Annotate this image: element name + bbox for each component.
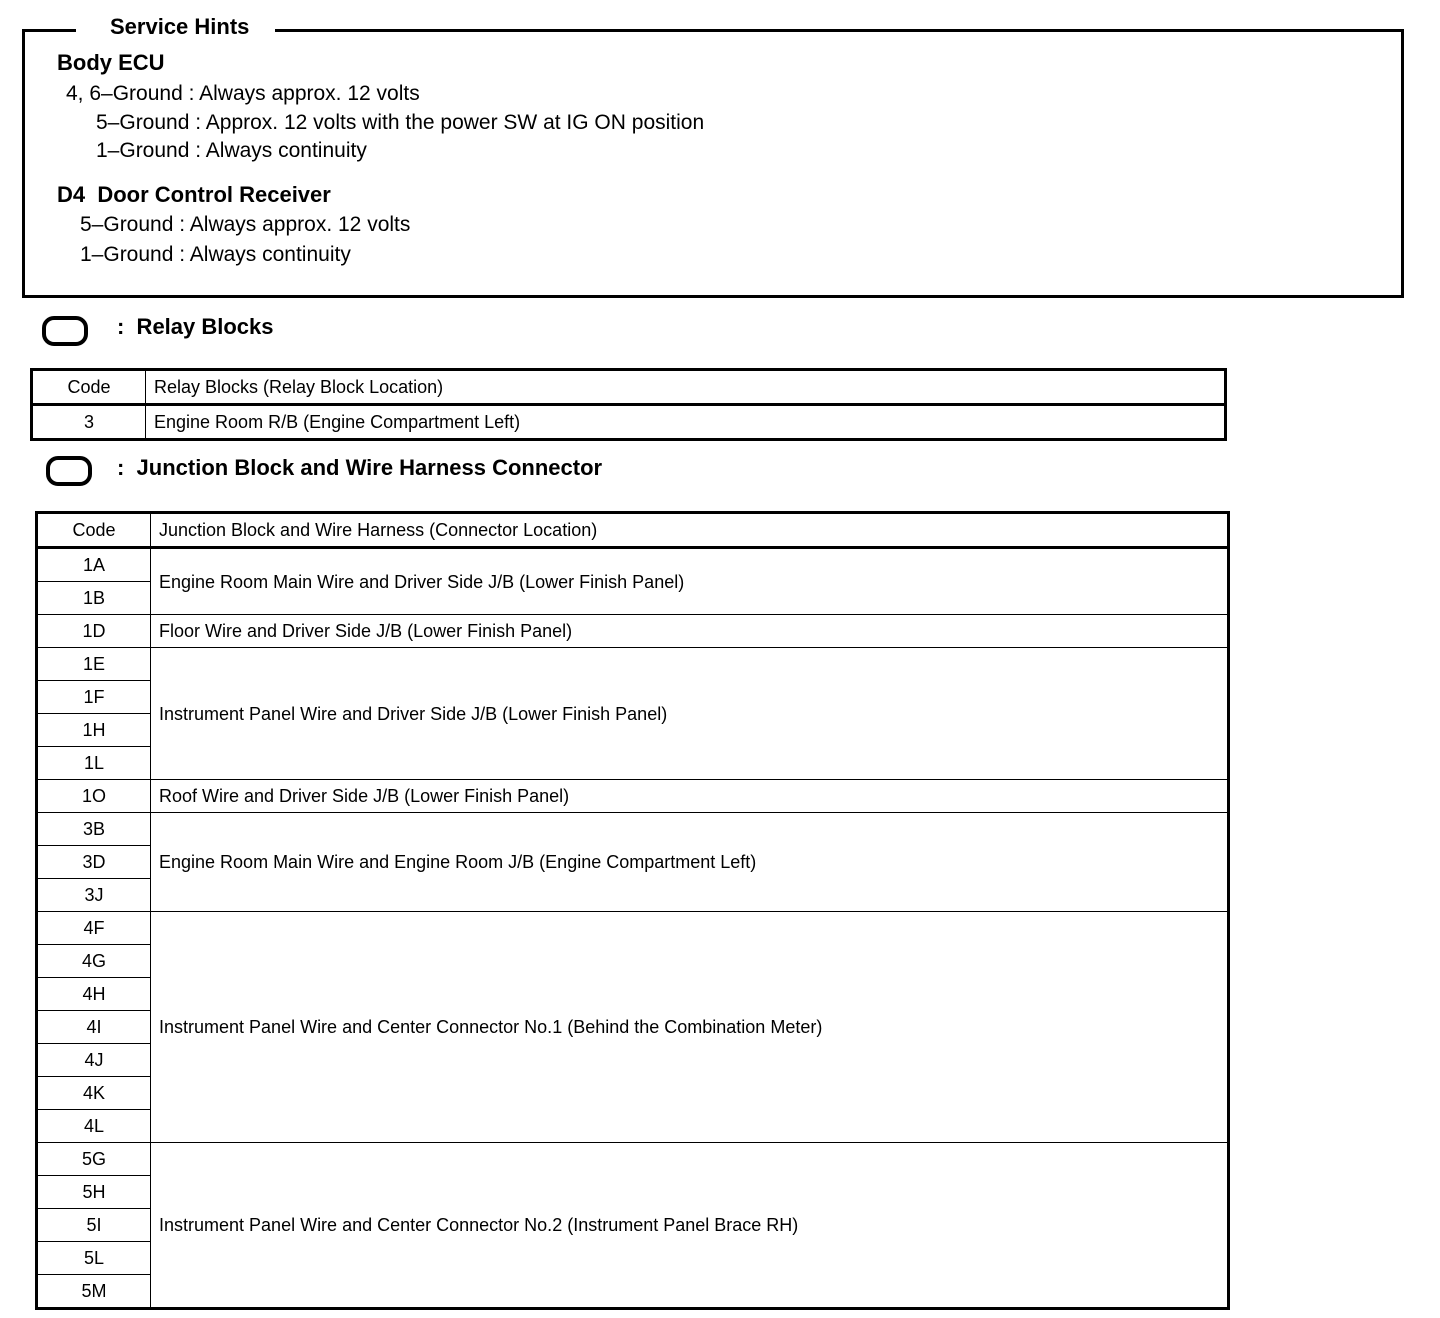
code-cell: 3J [37, 879, 151, 912]
code-cell: 3B [37, 813, 151, 846]
table-row [37, 548, 1229, 582]
table-row [32, 405, 1226, 440]
hint-desc: Always approx. 12 volts [189, 213, 411, 236]
table-row [37, 615, 1229, 648]
hint-desc: Approx. 12 volts with the power SW at IG ON position [205, 111, 705, 134]
table-header-row [32, 370, 1226, 405]
junction-block-symbol-icon [46, 456, 92, 486]
relay-blocks-table [30, 368, 1227, 441]
code-cell: 4K [37, 1077, 151, 1110]
location-cell: Instrument Panel Wire and Center Connector No.2 (Instrument Panel Brace RH) [151, 1143, 1229, 1309]
code-cell: 4F [37, 912, 151, 945]
table-row [37, 780, 1229, 813]
hint-terminal: 5–Ground [96, 111, 190, 134]
table-row [37, 1143, 1229, 1176]
code-cell: 1H [37, 714, 151, 747]
hint-line: 1–Ground : Always continuity [96, 139, 367, 162]
service-hints-title: Service Hints [76, 12, 275, 42]
location-cell: Engine Room Main Wire and Driver Side J/B (Lower Finish Panel) [151, 548, 1229, 615]
hint-line: 4, 6–Ground : Always approx. 12 volts [66, 82, 420, 105]
code-cell: 1B [37, 582, 151, 615]
header-code: Code [32, 370, 146, 405]
location-cell: Engine Room R/B (Engine Compartment Left) [146, 405, 1226, 440]
code-cell: 1L [37, 747, 151, 780]
header-code: Code [37, 513, 151, 548]
code-cell: 1D [37, 615, 151, 648]
code-cell: 1E [37, 648, 151, 681]
code-cell: 1O [37, 780, 151, 813]
header-location: Relay Blocks (Relay Block Location) [146, 370, 1226, 405]
location-cell: Engine Room Main Wire and Engine Room J/B (Engine Compartment Left) [151, 813, 1229, 912]
code-cell: 5L [37, 1242, 151, 1275]
location-cell: Floor Wire and Driver Side J/B (Lower Finish Panel) [151, 615, 1229, 648]
location-cell: Instrument Panel Wire and Driver Side J/B (Lower Finish Panel) [151, 648, 1229, 780]
code-cell: 1A [37, 548, 151, 582]
location-cell: Instrument Panel Wire and Center Connector No.1 (Behind the Combination Meter) [151, 912, 1229, 1143]
junction-blocks-table [35, 511, 1230, 1310]
hint-terminal: 5–Ground [80, 213, 174, 236]
code-cell: 5I [37, 1209, 151, 1242]
hint-line: 5–Ground : Always approx. 12 volts [80, 213, 411, 236]
code-cell: 3 [32, 405, 146, 440]
hint-terminal: 4, 6–Ground [66, 82, 183, 105]
location-cell: Roof Wire and Driver Side J/B (Lower Finish Panel) [151, 780, 1229, 813]
junction-blocks-legend: : Junction Block and Wire Harness Connector [117, 455, 603, 480]
header-location: Junction Block and Wire Harness (Connector Location) [151, 513, 1229, 548]
code-cell: 4H [37, 978, 151, 1011]
hint-line: 1–Ground : Always continuity [80, 243, 351, 266]
hint-desc: Always continuity [205, 139, 367, 162]
code-cell: 4L [37, 1110, 151, 1143]
table-row [37, 912, 1229, 945]
hint-heading-body-ecu: Body ECU [57, 50, 165, 75]
code-cell: 5G [37, 1143, 151, 1176]
hint-terminal: 1–Ground [80, 243, 174, 266]
table-row [37, 648, 1229, 681]
relay-block-symbol-icon [42, 316, 88, 346]
code-cell: 5H [37, 1176, 151, 1209]
relay-blocks-legend: : Relay Blocks [117, 314, 274, 339]
hint-desc: Always continuity [189, 243, 351, 266]
table-header-row [37, 513, 1229, 548]
code-cell: 5M [37, 1275, 151, 1309]
code-cell: 4J [37, 1044, 151, 1077]
code-cell: 4G [37, 945, 151, 978]
hint-desc: Always approx. 12 volts [199, 82, 420, 105]
code-cell: 4I [37, 1011, 151, 1044]
hint-line: 5–Ground : Approx. 12 volts with the power SW at IG ON position [96, 111, 705, 134]
code-cell: 1F [37, 681, 151, 714]
code-cell: 3D [37, 846, 151, 879]
table-row [37, 813, 1229, 846]
hint-terminal: 1–Ground [96, 139, 190, 162]
hint-heading-door-control-receiver: D4 Door Control Receiver [57, 182, 331, 207]
